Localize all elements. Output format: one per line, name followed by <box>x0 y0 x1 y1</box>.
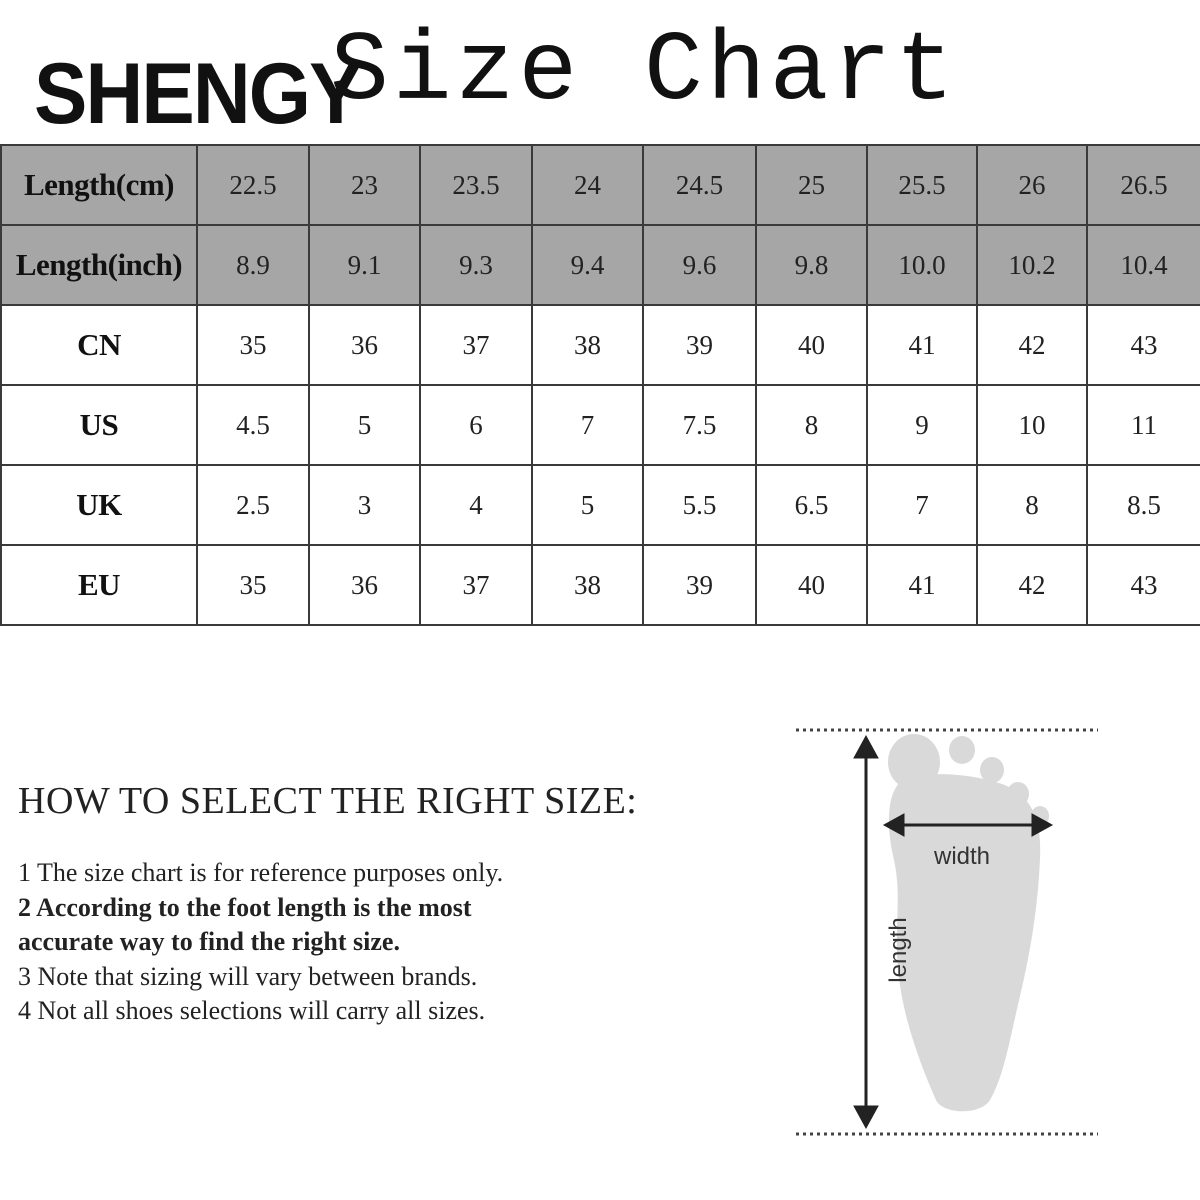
length-arrow <box>854 736 878 1128</box>
footprint-icon <box>888 734 1049 1111</box>
table-cell: 11 <box>1087 385 1200 465</box>
foot-measure-diagram <box>790 718 1110 1148</box>
note-line: 3 Note that sizing will vary between brands. <box>18 961 478 991</box>
row-header-length-cm: Length(cm) <box>1 145 197 225</box>
note-line: 4 Not all shoes selections will carry all sizes. <box>18 996 486 1025</box>
table-cell: 6.5 <box>756 465 867 545</box>
brand-logo: SHENGY <box>34 46 361 142</box>
table-cell: 10.0 <box>867 225 977 305</box>
table-cell: 40 <box>756 305 867 385</box>
table-cell: 23 <box>309 145 420 225</box>
table-cell: 10 <box>977 385 1087 465</box>
table-cell: 43 <box>1087 305 1200 385</box>
guide-heading: HOW TO SELECT THE RIGHT SIZE: <box>18 780 638 822</box>
row-header-cn: CN <box>1 305 197 385</box>
table-cell: 41 <box>867 545 977 625</box>
table-cell: 7 <box>867 465 977 545</box>
table-cell: 38 <box>532 305 643 385</box>
table-cell: 9.8 <box>756 225 867 305</box>
table-cell: 36 <box>309 545 420 625</box>
table-cell: 6 <box>420 385 532 465</box>
table-cell: 3 <box>309 465 420 545</box>
table-row <box>1 305 1200 385</box>
table-cell: 9.6 <box>643 225 756 305</box>
table-cell: 8 <box>977 465 1087 545</box>
length-label: length <box>885 917 912 983</box>
row-header-length-inch: Length(inch) <box>1 225 197 305</box>
table-cell: 8.5 <box>1087 465 1200 545</box>
table-cell: 25.5 <box>867 145 977 225</box>
guide-notes <box>18 856 598 1029</box>
note-line: accurate way to find the right size. <box>18 927 400 956</box>
table-cell: 37 <box>420 545 532 625</box>
table-cell: 37 <box>420 305 532 385</box>
table-cell: 26 <box>977 145 1087 225</box>
table-cell: 9.4 <box>532 225 643 305</box>
table-cell: 40 <box>756 545 867 625</box>
table-row <box>1 145 1200 225</box>
table-row <box>1 225 1200 305</box>
width-label: width <box>933 843 991 870</box>
table-cell: 9.1 <box>309 225 420 305</box>
table-cell: 10.2 <box>977 225 1087 305</box>
table-cell: 22.5 <box>197 145 309 225</box>
table-cell: 43 <box>1087 545 1200 625</box>
table-cell: 4.5 <box>197 385 309 465</box>
note-line: 2 According to the foot length is the most <box>18 892 472 922</box>
table-cell: 7.5 <box>643 385 756 465</box>
table-cell: 39 <box>643 545 756 625</box>
table-cell: 26.5 <box>1087 145 1200 225</box>
table-cell: 5 <box>309 385 420 465</box>
table-cell: 23.5 <box>420 145 532 225</box>
table-cell: 8.9 <box>197 225 309 305</box>
page-title: Size Chart <box>330 17 959 128</box>
table-cell: 9 <box>867 385 977 465</box>
size-chart-table <box>0 144 1200 626</box>
table-cell: 7 <box>532 385 643 465</box>
table-row <box>1 545 1200 625</box>
table-cell: 4 <box>420 465 532 545</box>
table-cell: 36 <box>309 305 420 385</box>
table-cell: 24 <box>532 145 643 225</box>
table-cell: 24.5 <box>643 145 756 225</box>
table-cell: 35 <box>197 545 309 625</box>
table-cell: 38 <box>532 545 643 625</box>
table-cell: 35 <box>197 305 309 385</box>
table-cell: 5.5 <box>643 465 756 545</box>
row-header-uk: UK <box>1 465 197 545</box>
note-line: 1 The size chart is for reference purposes only. <box>18 858 504 887</box>
table-cell: 42 <box>977 305 1087 385</box>
table-cell: 41 <box>867 305 977 385</box>
table-row <box>1 385 1200 465</box>
row-header-us: US <box>1 385 197 465</box>
table-cell: 39 <box>643 305 756 385</box>
table-cell: 5 <box>532 465 643 545</box>
table-cell: 9.3 <box>420 225 532 305</box>
row-header-eu: EU <box>1 545 197 625</box>
table-row <box>1 465 1200 545</box>
table-cell: 2.5 <box>197 465 309 545</box>
table-cell: 42 <box>977 545 1087 625</box>
table-cell: 8 <box>756 385 867 465</box>
table-cell: 25 <box>756 145 867 225</box>
table-cell: 10.4 <box>1087 225 1200 305</box>
